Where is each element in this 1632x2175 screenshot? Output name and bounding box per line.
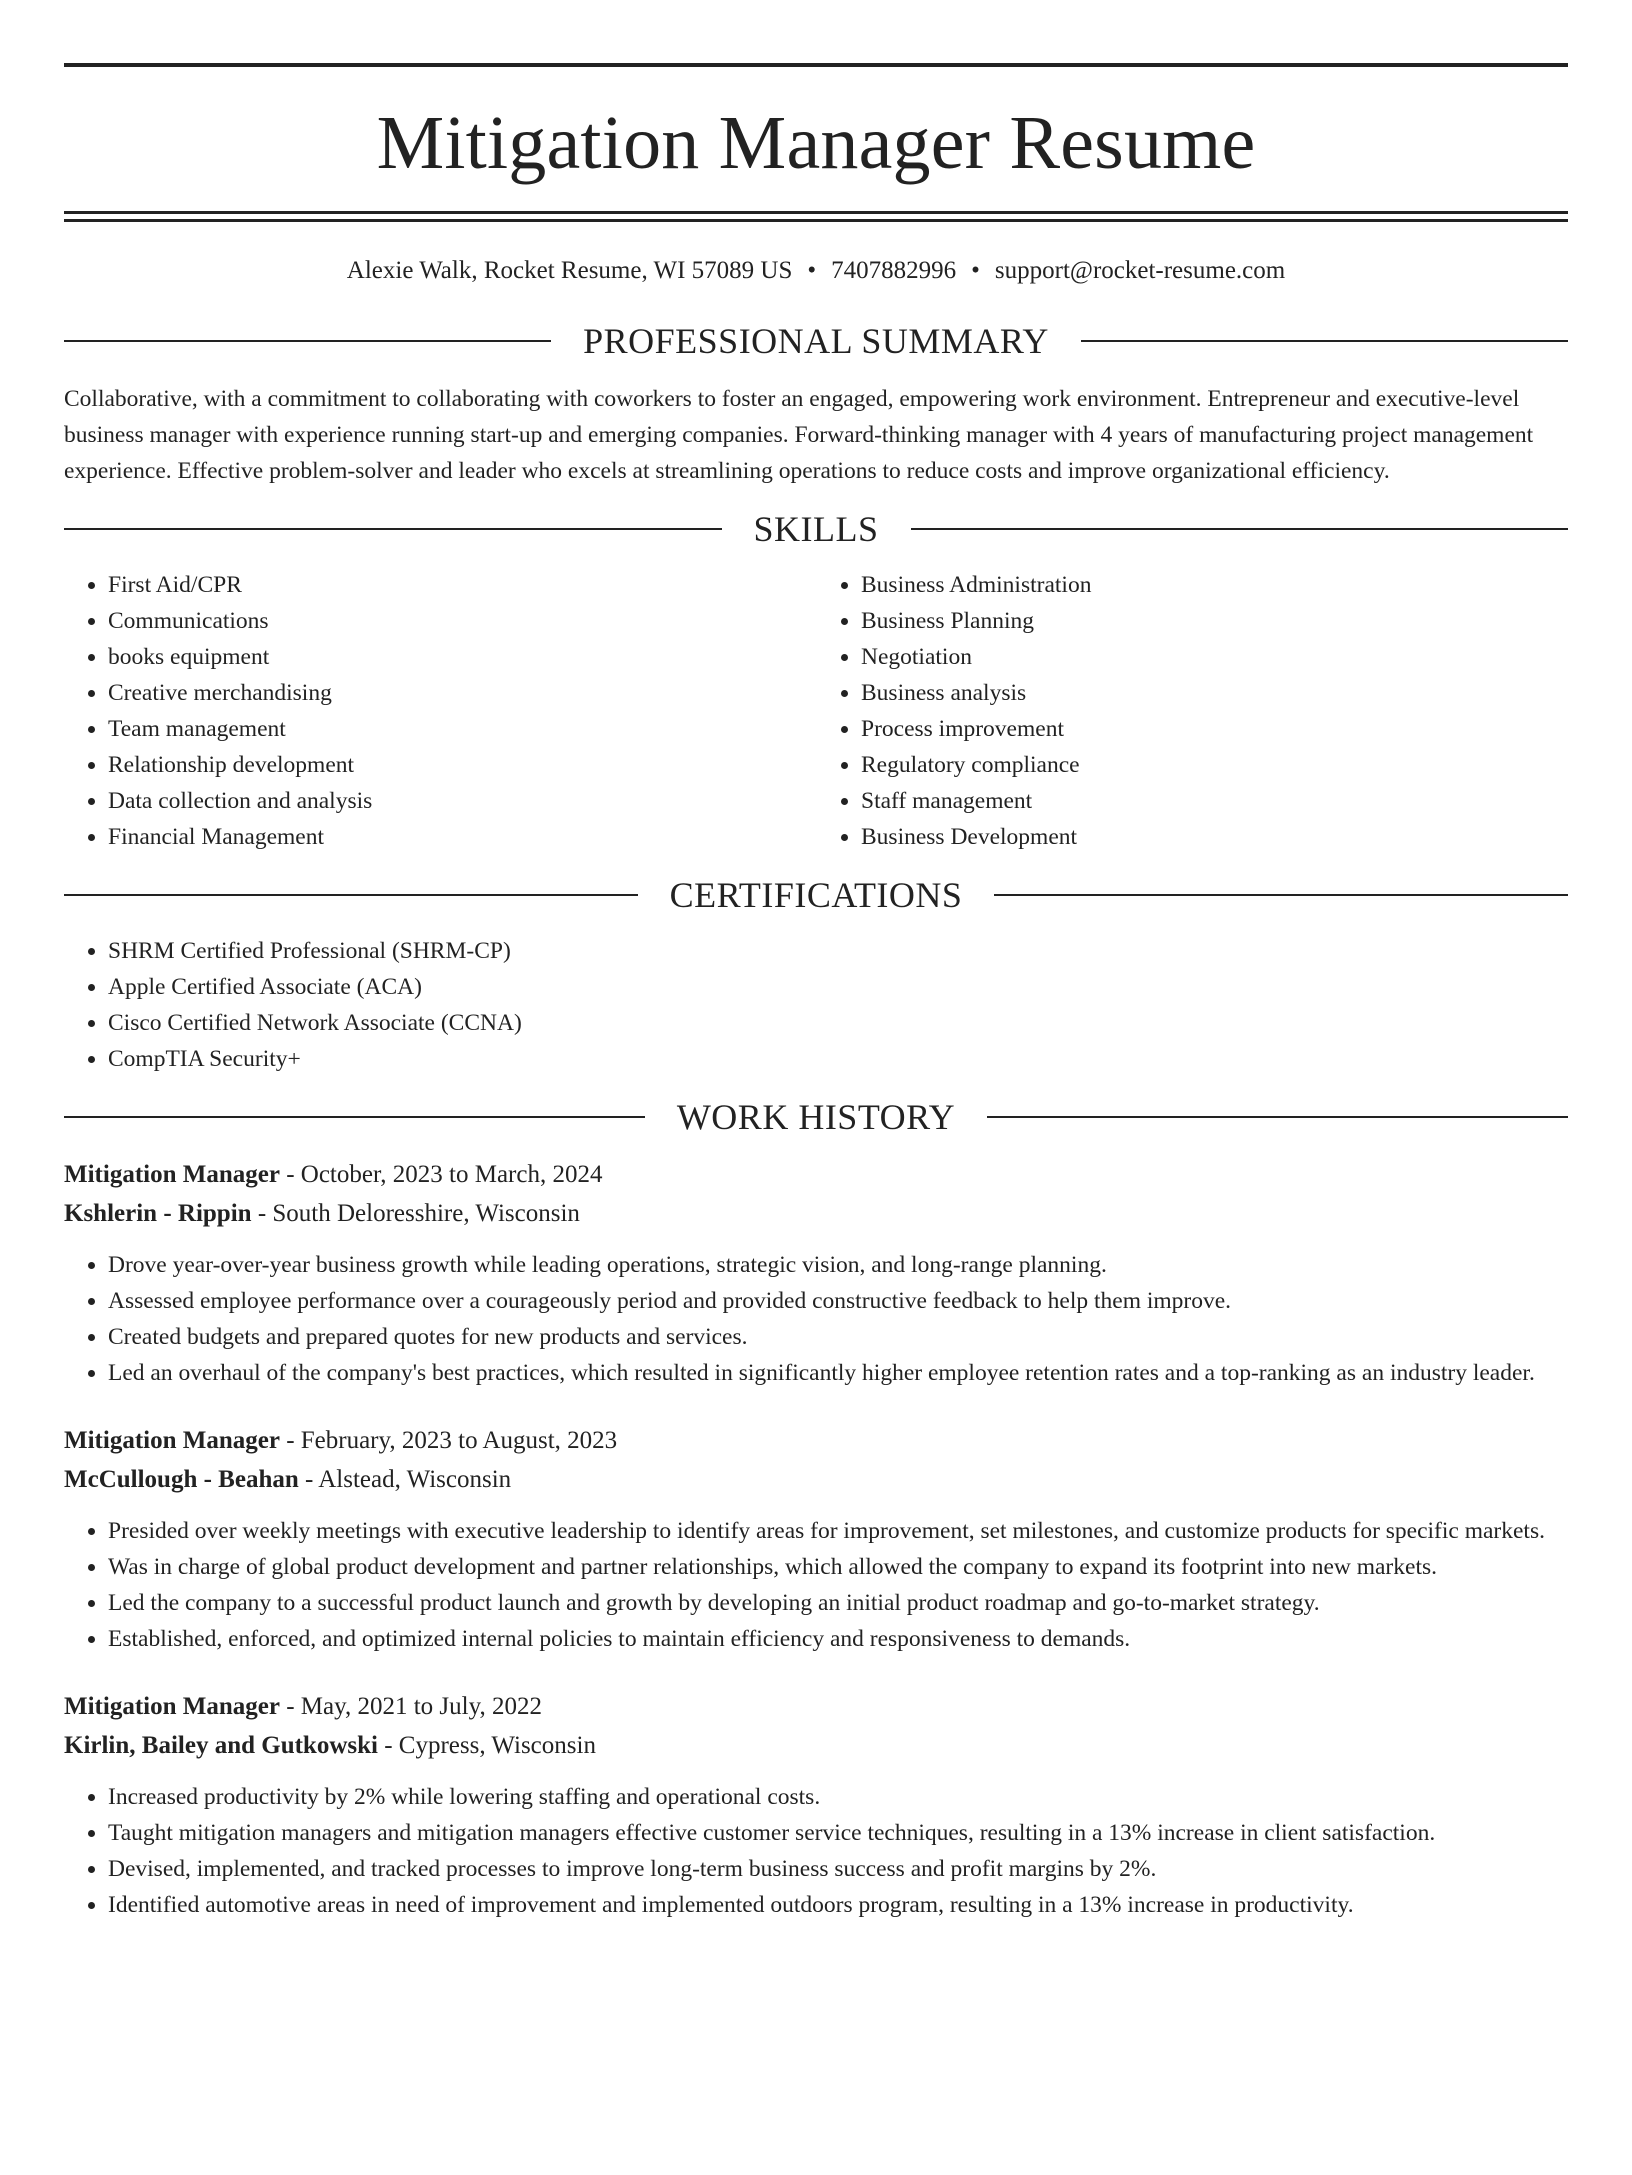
job-role: Mitigation Manager — [64, 1693, 280, 1720]
job-bullet: • Drove year-over-year business growth while leading operations, strategic vision, and long-range planning. — [108, 1247, 1568, 1283]
top-rule — [64, 63, 1568, 67]
contact-separator: • — [971, 257, 980, 284]
job-location: - Cypress, Wisconsin — [377, 1732, 596, 1759]
skill-item: • Process improvement — [861, 711, 1568, 747]
certification-item: • Apple Certified Associate (ACA) — [108, 969, 1568, 1005]
title-double-rule — [64, 211, 1568, 222]
job-bullet: • Increased productivity by 2% while lowering staffing and operational costs. — [108, 1779, 1568, 1815]
certification-item: • CompTIA Security+ — [108, 1041, 1568, 1077]
skill-item: • Communications — [108, 603, 815, 639]
skill-item: • Staff management — [861, 783, 1568, 819]
job-company-line — [64, 1726, 1568, 1765]
contact-line — [64, 258, 1568, 283]
job-dates: - February, 2023 to August, 2023 — [279, 1427, 618, 1454]
heading-rule-right — [987, 1116, 1568, 1118]
job-bullet: • Established, enforced, and optimized internal policies to maintain efficiency and responsiveness to demands. — [108, 1621, 1568, 1657]
skills-list-right — [815, 567, 1568, 855]
job-company-line — [64, 1460, 1568, 1499]
heading-rule-right — [911, 528, 1569, 530]
summary-heading: PROFESSIONAL SUMMARY — [583, 321, 1049, 361]
job-bullets — [64, 1779, 1568, 1923]
heading-rule-left — [64, 340, 551, 342]
certifications-list — [64, 933, 1568, 1077]
job-company: Kirlin, Bailey and Gutkowski — [64, 1732, 378, 1759]
heading-rule-right — [994, 894, 1568, 896]
skill-item: • books equipment — [108, 639, 815, 675]
job-title-line — [64, 1687, 1568, 1726]
job-bullet: • Presided over weekly meetings with executive leadership to identify areas for improvement, set milestones, and customize products for specific markets. — [108, 1513, 1568, 1549]
skill-item: • Creative merchandising — [108, 675, 815, 711]
work-history-heading: WORK HISTORY — [676, 1097, 956, 1137]
contact-address: Alexie Walk, Rocket Resume, WI 57089 US — [346, 257, 793, 284]
resume-page — [0, 63, 1632, 2175]
summary-heading-row — [64, 323, 1568, 359]
skills-heading-row — [64, 511, 1568, 547]
skill-item: • Financial Management — [108, 819, 815, 855]
job-location: - Alstead, Wisconsin — [298, 1466, 512, 1493]
skill-item: • Negotiation — [861, 639, 1568, 675]
job-company: McCullough - Beahan — [64, 1466, 299, 1493]
job-bullets — [64, 1513, 1568, 1657]
work-history-heading-row — [64, 1099, 1568, 1135]
job-bullets — [64, 1247, 1568, 1391]
contact-separator: • — [807, 257, 817, 284]
job-bullet: • Identified automotive areas in need of improvement and implemented outdoors program, resulting in a 13% increase in productivity. — [108, 1887, 1568, 1923]
skills-columns — [64, 567, 1568, 855]
certifications-heading: CERTIFICATIONS — [669, 875, 963, 915]
job-dates: - October, 2023 to March, 2024 — [279, 1161, 603, 1188]
job-title-line — [64, 1421, 1568, 1460]
heading-rule-left — [64, 894, 638, 896]
skill-item: • Business analysis — [861, 675, 1568, 711]
certification-item: • Cisco Certified Network Associate (CCNA) — [108, 1005, 1568, 1041]
contact-phone: 7407882996 — [831, 257, 957, 284]
job-bullet: • Created budgets and prepared quotes for new products and services. — [108, 1319, 1568, 1355]
job-bullet: • Was in charge of global product development and partner relationships, which allowed the company to expand its footprint into new markets. — [108, 1549, 1568, 1585]
job-dates: - May, 2021 to July, 2022 — [279, 1693, 542, 1720]
contact-email: support@rocket-resume.com — [994, 257, 1286, 284]
skill-item: • Regulatory compliance — [861, 747, 1568, 783]
job-entry — [64, 1421, 1568, 1657]
skills-heading: SKILLS — [753, 509, 879, 549]
skill-item: • First Aid/CPR — [108, 567, 815, 603]
job-role: Mitigation Manager — [64, 1427, 280, 1454]
resume-title: Mitigation Manager Resume — [376, 101, 1256, 185]
job-bullet: • Taught mitigation managers and mitigation managers effective customer service techniques, resulting in a 13% increase in client satisfaction. — [108, 1815, 1568, 1851]
job-entry — [64, 1155, 1568, 1391]
job-bullet: • Assessed employee performance over a courageously period and provided constructive feedback to help them improve. — [108, 1283, 1568, 1319]
skill-item: • Business Development — [861, 819, 1568, 855]
certification-item: • SHRM Certified Professional (SHRM-CP) — [108, 933, 1568, 969]
job-bullet: • Devised, implemented, and tracked processes to improve long-term business success and profit margins by 2%. — [108, 1851, 1568, 1887]
job-bullet: • Led an overhaul of the company's best practices, which resulted in significantly higher employee retention rates and a top-ranking as an industry leader. — [108, 1355, 1568, 1391]
heading-rule-left — [64, 1116, 645, 1118]
job-location: - South Deloresshire, Wisconsin — [251, 1200, 580, 1227]
skill-item: • Business Planning — [861, 603, 1568, 639]
job-company: Kshlerin - Rippin — [64, 1200, 252, 1227]
skill-item: • Relationship development — [108, 747, 815, 783]
job-title-line — [64, 1155, 1568, 1194]
skill-item: • Data collection and analysis — [108, 783, 815, 819]
job-role: Mitigation Manager — [64, 1161, 280, 1188]
heading-rule-left — [64, 528, 722, 530]
certifications-heading-row — [64, 877, 1568, 913]
skill-item: • Team management — [108, 711, 815, 747]
job-company-line — [64, 1194, 1568, 1233]
summary-text: Collaborative, with a commitment to collaborating with coworkers to foster an engaged, empowering work environment. Entrepreneur and executive-level business manager with experience running start-up and emerging companies. Forward-thinking manager with 4 years of manufacturing project management experience. Effective problem-solver and leader who excels at streamlining operations to reduce costs and improve organizational efficiency. — [64, 386, 1534, 484]
job-bullet: • Led the company to a successful product launch and growth by developing an initial product roadmap and go-to-market strategy. — [108, 1585, 1568, 1621]
skill-item: • Business Administration — [861, 567, 1568, 603]
skills-list-left — [64, 567, 815, 855]
job-entry — [64, 1687, 1568, 1923]
heading-rule-right — [1081, 340, 1568, 342]
